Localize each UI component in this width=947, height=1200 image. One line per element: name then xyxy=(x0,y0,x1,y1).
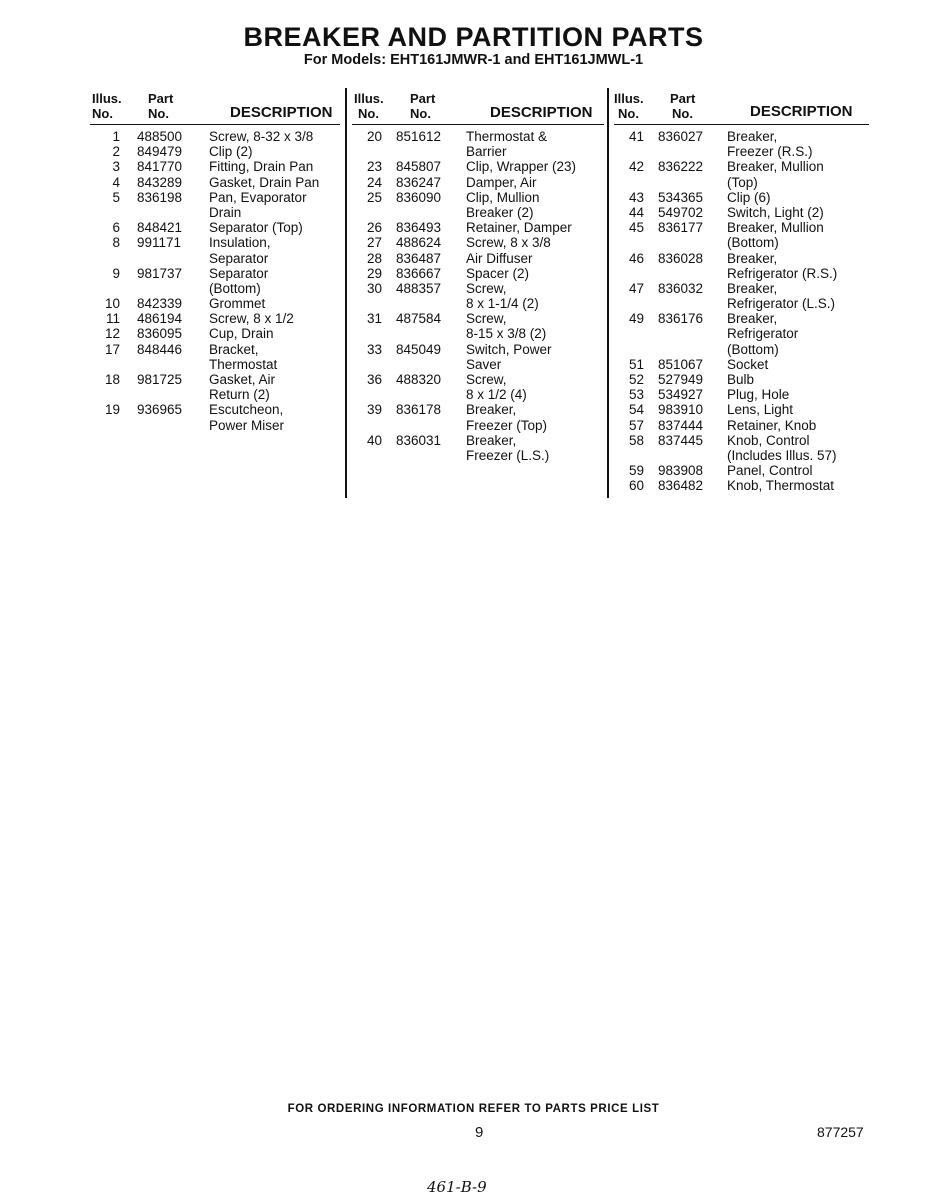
table-row xyxy=(352,266,604,281)
table-row xyxy=(90,326,340,341)
table-row xyxy=(614,448,869,463)
table-row xyxy=(352,220,604,235)
part-no: 488357 xyxy=(396,280,442,296)
table-row xyxy=(614,342,869,357)
header-illus-no: No. xyxy=(618,106,639,121)
part-description: 8 x 1/2 (4) xyxy=(466,387,527,403)
part-no: 848446 xyxy=(137,341,183,357)
header-description: DESCRIPTION xyxy=(230,104,333,121)
part-description: (Bottom) xyxy=(727,341,779,357)
header-part-no: No. xyxy=(410,106,431,121)
table-row xyxy=(614,402,869,417)
part-no: 842339 xyxy=(137,296,183,312)
part-description: Refrigerator xyxy=(727,326,799,342)
part-description: Separator xyxy=(209,250,269,266)
illus-no: 39 xyxy=(366,402,382,418)
table-row xyxy=(614,144,869,159)
table-row xyxy=(352,372,604,387)
parts-list xyxy=(90,125,340,433)
table-row xyxy=(352,418,604,433)
column-header xyxy=(90,88,340,125)
part-description: Screw, 8-32 x 3/8 xyxy=(209,129,314,144)
part-description: Clip, Wrapper (23) xyxy=(466,159,577,175)
table-row xyxy=(90,235,340,250)
part-no: 836487 xyxy=(396,250,442,266)
table-row xyxy=(614,129,869,144)
table-row xyxy=(352,311,604,326)
illus-no: 30 xyxy=(366,280,382,296)
part-description: Breaker, xyxy=(466,402,517,418)
part-description: Clip (6) xyxy=(727,189,771,205)
illus-no: 40 xyxy=(366,432,382,448)
illus-no: 53 xyxy=(628,387,644,403)
illus-no: 41 xyxy=(628,129,644,144)
table-row xyxy=(90,402,340,417)
part-no: 486194 xyxy=(137,311,183,327)
table-row xyxy=(614,266,869,281)
illus-no: 49 xyxy=(628,311,644,327)
part-description: (Top) xyxy=(727,174,758,190)
table-row xyxy=(352,402,604,417)
part-no: 836028 xyxy=(658,250,704,266)
part-description: Screw, xyxy=(466,280,507,296)
table-row xyxy=(352,326,604,341)
header-illus-label: Illus. xyxy=(354,91,384,106)
table-row xyxy=(90,159,340,174)
part-no: 836222 xyxy=(658,159,704,175)
header-part-label: Part xyxy=(148,91,174,106)
table-row xyxy=(352,205,604,220)
illus-no: 54 xyxy=(628,402,644,418)
part-description: Screw, 8 x 1/2 xyxy=(209,311,294,327)
table-row xyxy=(90,387,340,402)
table-row xyxy=(90,220,340,235)
illus-no: 3 xyxy=(112,159,120,175)
parts-list xyxy=(614,125,869,494)
table-row xyxy=(614,175,869,190)
table-row xyxy=(90,190,340,205)
illus-no: 59 xyxy=(628,463,644,479)
illus-no: 36 xyxy=(366,372,382,387)
part-description: Freezer (R.S.) xyxy=(727,144,813,160)
part-description: Bracket, xyxy=(209,341,259,357)
part-no: 936965 xyxy=(137,402,183,418)
part-no: 836198 xyxy=(137,189,183,205)
part-description: Breaker, xyxy=(727,129,778,144)
illus-no: 42 xyxy=(628,159,644,175)
part-no: 837444 xyxy=(658,417,704,433)
part-description: Lens, Light xyxy=(727,402,794,418)
illus-no: 57 xyxy=(628,417,644,433)
part-description: Saver xyxy=(466,356,502,372)
part-no: 848421 xyxy=(137,220,183,236)
part-description: Thermostat xyxy=(209,356,278,372)
part-no: 981725 xyxy=(137,372,183,387)
part-no: 836482 xyxy=(658,478,704,494)
table-row xyxy=(90,266,340,281)
part-description: Breaker, xyxy=(466,432,517,448)
part-description: Knob, Control xyxy=(727,432,810,448)
header-description: DESCRIPTION xyxy=(750,103,853,120)
table-row xyxy=(90,418,340,433)
illus-no: 26 xyxy=(366,220,382,236)
table-row xyxy=(352,159,604,174)
part-description: (Bottom) xyxy=(727,235,779,251)
part-description: 8-15 x 3/8 (2) xyxy=(466,326,547,342)
part-description: Breaker, xyxy=(727,250,778,266)
table-row xyxy=(90,357,340,372)
part-no: 836095 xyxy=(137,326,183,342)
illus-no: 6 xyxy=(112,220,120,236)
illus-no: 23 xyxy=(366,159,382,175)
part-no: 836177 xyxy=(658,220,704,236)
header-illus-label: Illus. xyxy=(614,91,644,106)
illus-no: 17 xyxy=(104,341,120,357)
illus-no: 10 xyxy=(104,296,120,312)
part-description: Grommet xyxy=(209,296,266,312)
part-no: 991171 xyxy=(137,235,182,251)
part-description: 8 x 1-1/4 (2) xyxy=(466,296,539,312)
column-divider xyxy=(607,88,609,498)
illus-no: 28 xyxy=(366,250,382,266)
part-description: Screw, xyxy=(466,372,507,387)
part-no: 981737 xyxy=(137,265,183,281)
part-description: Barrier xyxy=(466,144,507,160)
table-row xyxy=(614,326,869,341)
parts-list xyxy=(352,125,604,463)
table-row xyxy=(614,311,869,326)
illus-no: 25 xyxy=(366,189,382,205)
column-header xyxy=(614,88,869,125)
part-no: 843289 xyxy=(137,174,183,190)
table-row xyxy=(90,205,340,220)
part-description: Gasket, Drain Pan xyxy=(209,174,320,190)
table-row xyxy=(614,220,869,235)
illus-no: 33 xyxy=(366,341,382,357)
part-description: (Includes Illus. 57) xyxy=(727,447,837,463)
illus-no: 27 xyxy=(366,235,382,251)
part-no: 836027 xyxy=(658,129,704,144)
part-description: Breaker, Mullion xyxy=(727,159,824,175)
table-row xyxy=(614,372,869,387)
part-description: Spacer (2) xyxy=(466,265,530,281)
table-row xyxy=(90,251,340,266)
table-row xyxy=(352,448,604,463)
part-description: Air Diffuser xyxy=(466,250,533,266)
table-row xyxy=(352,235,604,250)
part-description: Fitting, Drain Pan xyxy=(209,159,314,175)
header-part-no: No. xyxy=(672,106,693,121)
part-description: Knob, Thermostat xyxy=(727,478,835,494)
part-no: 841770 xyxy=(137,159,183,175)
table-row xyxy=(614,357,869,372)
part-no: 836667 xyxy=(396,265,442,281)
table-row xyxy=(614,296,869,311)
parts-column-3 xyxy=(614,88,869,494)
table-row xyxy=(90,175,340,190)
part-description: Screw, xyxy=(466,311,507,327)
part-no: 488624 xyxy=(396,235,442,251)
part-description: Screw, 8 x 3/8 xyxy=(466,235,551,251)
part-description: Switch, Light (2) xyxy=(727,204,824,220)
part-no: 845049 xyxy=(396,341,442,357)
column-header xyxy=(352,88,604,125)
part-description: Breaker (2) xyxy=(466,204,534,220)
part-no: 849479 xyxy=(137,144,183,160)
page-number: 9 xyxy=(475,1124,484,1141)
part-description: (Bottom) xyxy=(209,280,261,296)
illus-no: 18 xyxy=(104,372,120,387)
table-row xyxy=(352,175,604,190)
document-number: 877257 xyxy=(817,1124,864,1140)
illus-no: 51 xyxy=(628,356,644,372)
table-row xyxy=(90,144,340,159)
part-no: 549702 xyxy=(658,204,704,220)
part-no: 836178 xyxy=(396,402,442,418)
header-illus-no: No. xyxy=(92,106,113,121)
illus-no: 20 xyxy=(366,129,382,144)
header-illus-no: No. xyxy=(358,106,379,121)
table-row xyxy=(614,478,869,493)
table-row xyxy=(352,433,604,448)
illus-no: 60 xyxy=(628,478,644,494)
part-description: Breaker, Mullion xyxy=(727,220,824,236)
part-description: Return (2) xyxy=(209,387,270,403)
part-description: Gasket, Air xyxy=(209,372,276,387)
part-no: 983908 xyxy=(658,463,704,479)
part-no: 534927 xyxy=(658,387,704,403)
part-description: Panel, Control xyxy=(727,463,813,479)
table-row xyxy=(352,342,604,357)
part-description: Escutcheon, xyxy=(209,402,284,418)
page-subtitle: For Models: EHT161JMWR-1 and EHT161JMWL-1 xyxy=(303,52,644,68)
header-part-no: No. xyxy=(148,106,169,121)
table-row xyxy=(90,296,340,311)
illus-no: 43 xyxy=(628,189,644,205)
part-no: 851067 xyxy=(658,356,704,372)
illus-no: 8 xyxy=(112,235,120,251)
column-divider xyxy=(345,88,347,498)
illus-no: 1 xyxy=(112,129,120,144)
part-description: Breaker, xyxy=(727,311,778,327)
part-description: Separator xyxy=(209,265,269,281)
illus-no: 4 xyxy=(112,174,120,190)
table-row xyxy=(614,433,869,448)
illus-no: 11 xyxy=(105,311,120,327)
table-row xyxy=(352,251,604,266)
part-no: 851612 xyxy=(396,129,442,144)
table-row xyxy=(90,129,340,144)
table-row xyxy=(352,357,604,372)
part-no: 487584 xyxy=(396,311,442,327)
parts-column-2 xyxy=(352,88,604,463)
illus-no: 52 xyxy=(628,372,644,387)
table-row xyxy=(90,372,340,387)
table-row xyxy=(352,281,604,296)
illus-no: 5 xyxy=(112,189,120,205)
part-no: 836031 xyxy=(396,432,442,448)
table-row xyxy=(614,418,869,433)
table-row xyxy=(352,296,604,311)
table-row xyxy=(614,205,869,220)
part-no: 836493 xyxy=(396,220,442,236)
part-description: Separator (Top) xyxy=(209,220,303,236)
table-row xyxy=(614,159,869,174)
table-row xyxy=(90,342,340,357)
table-row xyxy=(352,190,604,205)
table-row xyxy=(90,311,340,326)
part-description: Clip (2) xyxy=(209,144,253,160)
illus-no: 31 xyxy=(366,311,382,327)
part-description: Switch, Power xyxy=(466,341,552,357)
part-description: Refrigerator (R.S.) xyxy=(727,265,838,281)
table-row xyxy=(614,281,869,296)
table-row xyxy=(614,463,869,478)
part-no: 527949 xyxy=(658,372,704,387)
part-description: Power Miser xyxy=(209,417,285,433)
table-row xyxy=(614,235,869,250)
part-description: Socket xyxy=(727,356,769,372)
table-row xyxy=(614,251,869,266)
illus-no: 47 xyxy=(628,280,644,296)
page-title: BREAKER AND PARTITION PARTS xyxy=(243,22,704,52)
part-description: Retainer, Damper xyxy=(466,220,572,236)
part-description: Cup, Drain xyxy=(209,326,274,342)
part-no: 983910 xyxy=(658,402,704,418)
part-description: Refrigerator (L.S.) xyxy=(727,296,836,312)
part-no: 488320 xyxy=(396,372,442,387)
header-description: DESCRIPTION xyxy=(490,104,593,121)
header-part-label: Part xyxy=(670,91,696,106)
table-row xyxy=(90,281,340,296)
illus-no: 12 xyxy=(104,326,120,342)
illus-no: 9 xyxy=(112,265,120,281)
table-row xyxy=(352,387,604,402)
parts-column-1 xyxy=(90,88,340,433)
illus-no: 19 xyxy=(104,402,120,418)
part-no: 534365 xyxy=(658,189,704,205)
part-description: Damper, Air xyxy=(466,174,537,190)
ordering-note: FOR ORDERING INFORMATION REFER TO PARTS PRICE LIST xyxy=(287,1103,660,1115)
illus-no: 24 xyxy=(366,174,382,190)
header-illus-label: Illus. xyxy=(92,91,122,106)
handwritten-note: 461-B-9 xyxy=(427,1178,487,1196)
illus-no: 58 xyxy=(628,432,644,448)
part-description: Retainer, Knob xyxy=(727,417,817,433)
table-row xyxy=(614,190,869,205)
part-no: 836032 xyxy=(658,280,704,296)
part-description: Freezer (L.S.) xyxy=(466,447,550,463)
part-description: Breaker, xyxy=(727,280,778,296)
table-row xyxy=(352,129,604,144)
part-no: 836247 xyxy=(396,174,442,190)
illus-no: 45 xyxy=(628,220,644,236)
table-row xyxy=(614,387,869,402)
table-row xyxy=(352,144,604,159)
part-description: Insulation, xyxy=(209,235,271,251)
part-description: Drain xyxy=(209,204,242,220)
part-description: Pan, Evaporator xyxy=(209,189,307,205)
part-description: Bulb xyxy=(727,372,755,387)
part-description: Freezer (Top) xyxy=(466,417,548,433)
part-description: Thermostat & xyxy=(466,129,548,144)
header-part-label: Part xyxy=(410,91,436,106)
part-description: Clip, Mullion xyxy=(466,189,540,205)
part-no: 488500 xyxy=(137,129,183,144)
part-no: 836176 xyxy=(658,311,704,327)
part-no: 837445 xyxy=(658,432,704,448)
illus-no: 29 xyxy=(366,265,382,281)
part-no: 845807 xyxy=(396,159,442,175)
part-description: Plug, Hole xyxy=(727,387,790,403)
illus-no: 46 xyxy=(628,250,644,266)
part-no: 836090 xyxy=(396,189,442,205)
illus-no: 44 xyxy=(628,204,644,220)
illus-no: 2 xyxy=(112,144,120,160)
